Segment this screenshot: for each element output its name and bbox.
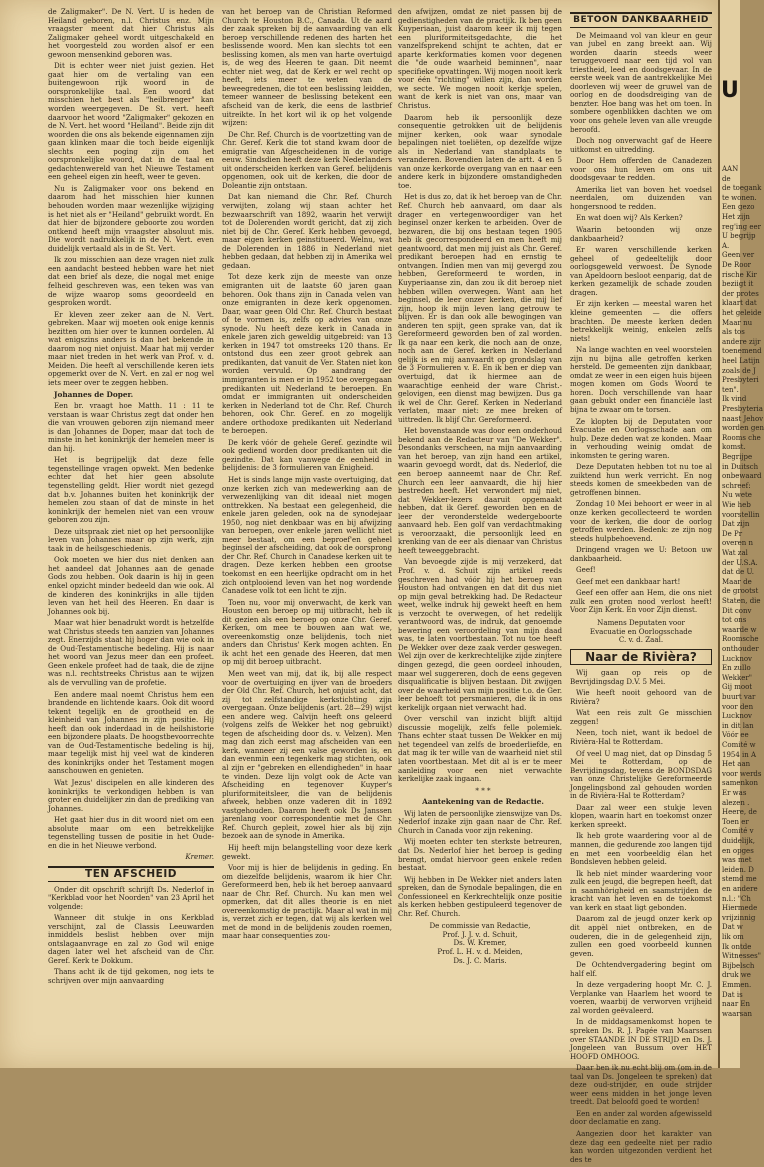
next-page-fragment: Rooms che xyxy=(722,433,761,442)
next-page-fragment: Presbyteria xyxy=(722,405,763,413)
adjacent-page-edge xyxy=(718,0,764,1068)
next-page-fragment: Comité w xyxy=(722,741,756,749)
paragraph: Ik zou misschien aan deze vragen niet zulk een aandacht besteed hebben ware het niet dat een brief als deze, die nogal met enige felheid geschreven was, een teken was van de wijze waarop soms geoordeeld en gesproken wordt. xyxy=(48,255,214,308)
next-page-fragment: en opges xyxy=(722,846,754,855)
paragraph: Wij gaan op reis op de Bevrijdingsdag D.V. 5 Mei. xyxy=(570,668,712,686)
redactie-signature xyxy=(398,922,562,965)
paragraph: Er zijn kerken — meestal waren het kleine gemeenten — die offers brachten. De meeste kerken deden betrekkelijk weinig, enkelen zelfs niets! xyxy=(570,299,712,343)
subheading-redactie: Aantekening van de Redactie. xyxy=(422,797,544,807)
next-page-fragment: Toen er xyxy=(722,817,749,826)
next-page-fragment: Dat w xyxy=(722,923,743,932)
paragraph: Wij hebben in De Wekker niet anders laten spreken, dan de Synodale bepalingen, die en Confessioneel en Kerkrechtelijk onze positie als kerken hebben gestipuleerd tegenover de Chr. Ref. Church. xyxy=(398,874,562,918)
next-page-fragment: Het zijn xyxy=(722,213,750,221)
paragraph: Het bovenstaande was door een onderhoud bekend aan de Redacteur van "De Wekker". Desondanks verscheen, na mijn aanvaarding van het beroep, van zijn hand een artikel, waarin gevoegd wordt, dat ds. Nederlof, die een beroep aanneemt naar de Chr. Ref. Church een leer aanvaardt, die hij hier bestreden heeft. Het verwondert mij niet, dat Wekker-lezers daaruit opgemaakt hebben, dat ik Geref. geworden ben en de leer der verondersteldе wedergeboorte aanvaard heb. Een golf van verdachtmaking is veroorzaakt, die persoonlijk leed en krenking van de eer als dienaar van Christus heeft teweeggebracht. xyxy=(398,426,562,555)
paragraph: Of veel U mag niet, dat op Dinsdag 5 Mei te Rotterdam, op de Bevrijdingsdag, tevens de BONDSDAG van onze Christelijke Gereformeerde Jongelingsbond zal gehouden worden in de Rivièra-Hal te Rotterdam? xyxy=(570,748,712,801)
paragraph: De Ochtendvergadering begint om half elf. xyxy=(570,960,712,978)
paragraph: Het gaat hier dus in dit woord niet om een absolute maar om een betrekkelijke tegenstelling tussen de positie in het Oude- en die in het Nieuwe verbond. xyxy=(48,815,214,850)
paragraph: Aangezien door het karakter van deze dag een gedeelte niet per radio kan worden uitgezonden verdient het des te xyxy=(570,1128,712,1164)
next-page-fragment: Het aan xyxy=(722,760,751,769)
next-page-fragment: Wat zal xyxy=(722,549,748,557)
next-page-fragment: waarsan xyxy=(722,1009,752,1018)
next-page-fragment: klaart dat xyxy=(722,299,757,308)
paragraph: Dat kan niemand die Chr. Ref. Church verwijten, zolang wij staan achter het bezwaarschrift van 1892, waarin het verwijt tot de Dolerenden wordt gericht, dat zij zich niet bij de Chr. Geref. Kerk hebben gevoegd, maar eigen kerken geinstitueerd. Welnu, wat de Dolerenden in 1886 in Nederland niet hebben gedaan, dat hebben zij in Amerika wel gedaan. xyxy=(222,192,392,270)
next-page-fragment: der protes xyxy=(722,289,759,298)
paragraph: Nu is Zaligmaker voor ons bekend en daarom had het misschien hier kunnen behouden worden maar wezenlijke wijziging is het niet als er "Heiland" gebruikt wordt. En dat hier de bijzondere geboorte zou worden ontkend heeft mijn vraagster absoluut mis. Die wordt nadrukkelijk in de N. Vert. even duidelijk vertaald als in de St. Vert. xyxy=(48,183,214,253)
next-page-fragment: Een gezo xyxy=(722,203,755,212)
next-page-fragment: Lucknov xyxy=(722,654,752,663)
next-page-fragment: Gij moot xyxy=(722,683,753,692)
next-page-fragment: Geen ver xyxy=(722,251,755,260)
next-page-fragment: als tos xyxy=(722,328,745,337)
next-page-fragment: stemd me xyxy=(722,875,757,884)
paragraph: Doch nog onverwacht gaf de Heere uitkomst en uitredding. xyxy=(570,136,712,154)
next-page-fragment: Ik ontde xyxy=(722,942,752,951)
paragraph: Er kleven zeer zeker aan de N. Vert. gebreken. Maar wij moeten ook enige kennis bezitten om hier over te kunnen oordelen. Al wat enigszins anders is dan het bekende in daarom nog niet onjuist. Maar hat mij verder maar niet treden in het werk van Prof. v. d. Meiden. Die heeft al verschillende keren iets opgemerkt over de N. Vert. en zal er nog wel iets meer over te zeggen hebben. xyxy=(48,309,214,387)
paragraph: De Chr. Ref. Church is de voortzetting van de Chr. Geref. Kerk die tot stand kwam door de emigratie van Afgescheidenen in de vorige eeuw. Sindsdien heeft deze kerk Nederlanders uit onderscheiden kerken van Geref. belijdenis opgenomen, ook uit de kerken, die door de Doleantie zijn ontstaan. xyxy=(222,129,392,190)
next-page-fragment: De Roor xyxy=(722,261,752,269)
paragraph: Deze uitspraak ziet niet op het persoonlijke leven van Johannes maar op zijn werk, zijn taak in de heilsgeschiedenis. xyxy=(48,526,214,553)
paragraph: Daar zal weer een stukje leven klopen, waarin hart en toekomst onzer kerken spreekt. xyxy=(570,802,712,829)
next-page-fragment: vrijzinnig xyxy=(722,913,756,922)
next-page-fragment: lik om xyxy=(722,933,744,941)
paragraph: Wie heeft nooit gehoord van de Rivièra? xyxy=(570,688,712,706)
next-page-fragment: toenemend xyxy=(722,347,762,356)
next-page-fragment: het geleide xyxy=(722,309,762,317)
next-page-fragment: druk we xyxy=(722,971,751,980)
paragraph: Waarin betoonden wij onze dankbaarheid? xyxy=(570,225,712,243)
paragraph: Maar wat hier benadrukt wordt is hetzelfde wat Christus steeds ten aanzien van Johannes zegt. Enerzijds staat hij hoger dan wie ook in de Oud-Testamentische bedeling. Hij is naar het woord van Jezus meer dan een profeet. Geen enkele profeet had de taak, die de zijne was n.l. rechtstreeks Christus aan te wijzen als de vervulling van de profetie. xyxy=(48,618,214,688)
next-page-fragment: Dat zijn xyxy=(722,520,750,529)
next-page-fragment: voorstellin xyxy=(722,510,760,519)
paragraph: Wij moeten echter ten sterkste betreuren, dat Ds. Nederlof hier het beroep is geding bremgt, omdat hiervoor geen enkele reden bestaat. xyxy=(398,837,562,873)
next-page-fragment: Er was xyxy=(722,789,747,797)
paragraph: van het beroep van de Christian Reformed Church te Houston B.C., Canada. Ut de aard der zaak spreken bij de aanvaarding van elk beroep verschillende redenen des harten het beslissende woord. Men kan slechts tot een beslissing komen, als men van harte overtuigd is, de weg des Heeren te gaan. Dit neemt echter niet weg, dat de Kerk er wel recht op heeft, iets meer te weten van de beweegredenen, die tot een beslissing leidden, temeer wanneer de beslissing betekent een afscheid van de kerk, die eens de lastbrief uitreikte. In het kort wil ik op het volgende wijzen: xyxy=(222,7,392,128)
paragraph: Onder dit opschrift schrijft Ds. Nederlof in "Kerkblad voor het Noorden" van 23 April het volgende: xyxy=(48,884,214,911)
paragraph: Er waren verschillende kerken geheel of gedeeltelijk door oorlogsgeweld verwoest. De Synode van Apeldoorn besloot eenparig, dat de kerken gezamelijk de schade zouden dragen. xyxy=(570,245,712,297)
next-page-fragment: komst. xyxy=(722,443,746,452)
next-page-fragment: duidelijk, xyxy=(722,837,755,845)
paragraph: En wat doen wij? Als Kerken? xyxy=(576,213,683,223)
subheading-johannes: Johannes de Doper. xyxy=(54,389,134,399)
next-page-fragment: Hiermede xyxy=(722,904,758,913)
paragraph: Ik heb niet minder waardering voor zulk een jeugd, die begrepen heeft, dat in saamhörigheid en saamstrijden de kracht van het leven en de toekomst van kerk en staat ligt gebonden. xyxy=(570,868,712,912)
next-page-fragment: Dit conv xyxy=(722,606,752,615)
next-page-fragment: zoals de J xyxy=(722,366,756,375)
next-page-fragment: Presbyteri xyxy=(722,376,759,385)
paragraph: Over verschil van inzicht blijft altijd discussie mogelijk, zelfs felle polemiek. Thans echter staat tussen De Wekker en mij het tegendeel van zelfs de broederliefde, en dat mag ik ter wille van de waarheid niet stil laten voortbestaan. Met dit al is er te meer aanleiding voor een niet verwachte kerkelijke zaak ingaan. xyxy=(398,714,562,784)
next-page-fragment: worden gen xyxy=(722,424,764,433)
next-page-fragment: 1954 in A xyxy=(722,750,757,759)
next-page-fragment: n.l.: "Ch xyxy=(722,894,751,903)
paragraph: Van bevoegde zijde is mij verzekerd, dat Prof. v. d. Schuit zijn artikel reeds geschreven had vóór hij het beroep van Houston had ontvangen en dat dit dus niet op mijn geval betrekking had. De Redacteur weet, welke indruk hij gewekt heeft en hem is verzocht te overwegen, of het redelijk verantwoord was, de indruk, dat genoemde bewering een veroordeling van mijn daad was, te laten voortbestaan. Tot nu toe heeft De Wekker over deze zaak verder geswegen. Wel zijn over de kerkrechtelijke zijde zinjtere dingen gezegd, die geen oordeel inhouden, maar wel suggereren, doch de eens gegeven disqualificatie is blijven bestaan. Dit zwijgen over de waarheid van mijn positie t.o. de Ger. leer behoeft tot persmanieren, die ik in ons kerkelijk orgaan niet verwacht had. xyxy=(398,557,562,712)
signature-kremer: Kremer. xyxy=(185,852,214,862)
next-page-fragment: was met xyxy=(722,856,752,865)
paragraph: Na lange wachten en veel woorstelen zijn nu bijna alle getroffen kerken hersteld. De gemeenten zijn dankbaar, omdat ze weer in een eigen huis bijeen mogen komen om Gods Woord te horen. Doch verschillende van haar gaan gebukt onder een financiële last bijna te zwaar om te torsen. xyxy=(570,345,712,414)
next-page-fragment: beziigt it xyxy=(722,280,754,289)
paragraph: Het is dus zo, dat ik het beroep van de Chr. Ref. Church heb aanvaard, om daar als drager en vertegenwoordiger van het beginsel onzer kerken te arbeiden. Over de bezwaren, die bij ons bestaan tegen 1905 heb ik gecorrespondeerd en men heeft mij geantwoord, dat men mij juist als Chr. Geref. predikant beroepen had en ernstig te ontvangen. Indien men van mij gevergd zou hebben, Gereformeerd te worden, in Kuyperiaanse zin, dan zou ik dit beroep niet hebben willen overwegen. Want aan het beginsel, de leer onzer kerken, die mij lief zijn, hoop ik mijn leven lang getrouw te blijven. Er is dan ook alle bewogingen van anderen ten spijt, geen sprake van, dat ik Gereformeerd geworden ben of zal worden. Ik ga naar een kerk, die noch aan de onze, noch aan de Geref. kerken in Nederland gelijk is en mij aanvaardt op grondslag van de 3 Formulieren v. E. En ik ben er diep van overtuigd, dat ik hiermee aan de waarachtige eenheid der ware Christ.-gelovigen, een dienst mag bewijzen. Dus ga ik wel de Chr. Geref. Kerken in Nederland verlaten, maar niet: ze mee breken of uittreden. Ik blijf Chr. Gereformeerd. xyxy=(398,192,562,424)
next-page-fragment: Maar nu xyxy=(722,318,753,327)
next-page-fragment: rische Kir xyxy=(722,270,757,279)
paragraph: Wanneer dit stukje in ons Kerkblad verschijnt, zal de Classis Leeuwarden inmiddels beslist hebben over mijn ontslagaanvrage en zal zo God wil enige dagen later wel het afscheid van de Chr. Geref. Kerk te Dokkum. xyxy=(48,913,214,965)
column-3 xyxy=(398,8,562,969)
paragraph: Hij heeft mijn belangstelling voor deze kerk gewekt. xyxy=(222,842,392,861)
signature-name: C. v. d. Zaal. xyxy=(618,635,664,645)
next-page-fragment: de grootst xyxy=(722,587,759,596)
paragraph: De kerk vóór de gehele Geref. gezindte wil ook gediend worden door predikanten uit die gezindte. Dat kan vanwege de eenheid in belijdenis: de 3 formulieren van Enigheid. xyxy=(222,437,392,473)
next-page-fragment: schreef: xyxy=(722,481,751,490)
next-page-fragment: overen n xyxy=(722,539,754,548)
paragraph: In de middagsamenkomst hopen te spreken Ds. R. J. Pagée van Maarssen over STAANDE IN DE STRIJD en Ds. J. Jongeleen van Bussum over HET HOOFD OMHOOG. xyxy=(570,1017,712,1061)
paragraph: Geef een offer aan Hem, die ons niet zulk een groten nood verlost heeft! Voor Zijn Kerk. En voor Zijn dienst. xyxy=(570,588,712,615)
paragraph: In deze vergadering hoopt Mr. C. J. Verplanke van Haarlem het woord te voeren, waarbij de verworven vrijheid zal worden geëvaleerd. xyxy=(570,980,712,1015)
paragraph: Een andere maal noemt Christus hem een brandende en lichtende kaars. Ook dit woord tekent tegelijk en de grootheid en de kleinheid van Johannes in zijn positie. Hij heeft dan ook inderdaad in de heilshistorie een bijzondere plaats. De hoogstbevoorrechte van de Oud-Testamentische bedeling is hij, maar tegelijk mist hij veel wat de kinderen des koninkrijks onder het Testament mogen aanschouwen en genieten. xyxy=(48,689,214,776)
next-page-fragment: alezen . xyxy=(722,798,750,807)
paragraph: Ook moeten we hier dus niet denken aan het aandeel dat Johannes aan de genade Gods zou hebben. Ook daarin is hij in geen enkel opzicht minder bedeeld dan wie ook. Al de kinderen des koninkrijks in alle tijden leven van het heil des Heeren. En daar is Johannes ook bij. xyxy=(48,555,214,616)
next-page-fragment: Dat is xyxy=(722,990,743,999)
paragraph: Het is sinds lange mijn vaste overtuiging, dat onze kerken zich van medewerking aan de verwezenlijking van dit ideaal niet mogen onttrekken. Na bestaat een gelegenheid, die enkele jaren geleden, ook na de synodejaar 1950, nog niet denkbaar was en bij afwijzing van beroepen, over enkele jaren wellicht niet meer bestaat, om een beproef'en geheel beginsel der afscheiding, dat ook de oorsprong der Chr. Ref. Church in Canadese kerken uit te dragen. Deze kerken hebben een grootse toekomst en een heerlijke opdracht om in het zich ontplooiend leven van het nog wordende Canadese volk tot een licht te zijn. xyxy=(222,474,392,596)
next-page-fragment: leiden. D xyxy=(722,865,754,874)
next-page-fragment: En zullo xyxy=(722,664,751,673)
next-page-fragment: reg'ing eer xyxy=(722,222,761,231)
asterisks-divider: * * * xyxy=(475,785,491,795)
paragraph: Daar ben ik nu echt blij om (om in de taal van Ds. Jongeleen te spreken) dat deze oud-strijder, en oude strijder weer eens midden in het jonge leven treedt. Dat beloofd goed te worden! xyxy=(570,1063,712,1107)
signature-name: Prof. L. H. v. d. Meiden, xyxy=(437,946,523,956)
next-page-fragment: naar En xyxy=(722,1000,751,1009)
paragraph: Het is begrijpelijk dat deze felle tegenstellinge vragen opwekt. Men bedenke echter dat het hier geen absolute tegenstelling geldt. Hier wordt niet gezegd dat b.v. Johannes buiten het koninkrijk der hemelen zou staan of dat de minste in het koninkrijk der hemelen niet van een vrouw geboren zou zijn. xyxy=(48,455,214,525)
signature-name: Evacuatie en Oorlogsschade xyxy=(589,626,693,636)
next-page-fragment: onbewaard xyxy=(722,472,762,481)
next-page-fragment: onthouder xyxy=(722,645,759,653)
next-page-fragment: Begrijpe xyxy=(722,453,753,461)
next-page-fragment: Emmen. xyxy=(722,981,752,989)
paragraph: Geef! xyxy=(576,565,596,575)
paragraph: Amerika liet van boven het voedsel neerdalen, om duizenden van hongersnood te redden. xyxy=(570,184,712,211)
next-page-fragment: buurt var xyxy=(722,693,756,701)
paragraph: Wij laten de persoonlijke zienswijze van Ds. Nederlof inzake zijn gaan naar de Chr. Ref. Church in Canada voor zijn rekening. xyxy=(398,808,562,835)
signature-name: Ds. W. Kremer, xyxy=(453,938,507,948)
next-page-fragment: in Duitsch xyxy=(722,462,759,471)
paragraph: Ze klopten bij de Deputaten voor Evacuatie en Oorlogsschade aan om hulp. Deze deden wat ze konden. Maar in verhouding weinig omdat de inkomsten te gering waren. xyxy=(570,416,712,460)
paragraph: Voor mij is hier de belijdenis in geding. En om diezelfde belijdenis, waarom ik hier Chr. Gereformeerd ben, heb ik het beroep aanvaard naar de Chr. Ref. Church. Nu kan men wel opmerken, dat dit alles theorie is en niet overeenkomstig de practijk. Maar al wat in mij is, verzet zich er tegen, dat wij als kerken wel met de mond in de belijdenis zouden roemen, maar haar consequenties zou- xyxy=(222,863,392,941)
next-page-fragment: A. xyxy=(722,241,730,250)
paragraph: Men weet van mij, dat ik, bij alle respect voor de overtuiging en ijver van de broeders der Old Chr. Ref. Church, het onjuist acht, dat zij tot zelfstandige kerkstichting zijn overgegaan. Onze belijdenis (art. 28—29) wijst een andere weg. Calvijn heeft ons geleerd (volgens zelfs de Wekker het nog gebruikt) tegen de afscheiding door ds. v. Velzen). Men mag dan zich eerst mag afscheiden van een kerk, wanneer zij een valse geworden is, en dan evenmin een tegenkerk mag stichten, ook al zijn er "gebreken en ellendigheden" in haar te vinden. Deze lijn volgt ook de Acte van Afscheiding en tegenover Kuyper's pluriformiteitsleer, die van de belijdenis afweek, hebben onze vaderen dit in 1892 vastgehouden. Daarom heeft ook Ds Janssen jarenlang voor correspondentie met de Chr. Ref. Church gepleit, zowel hier als bij zijn bezoek aan de synode in Amerika. xyxy=(222,669,392,841)
column-2 xyxy=(222,8,392,944)
paragraph: Wat een reis zult Ge misschien zeggen! xyxy=(570,708,712,726)
signature-name: Namens Deputaten voor xyxy=(597,618,685,627)
heading-ten-afscheid: TEN AFSCHEID xyxy=(48,866,214,882)
paragraph: Tot deze kerk zijn de meeste van onze emigranten uit de laatste 60 jaren gaan behoren. Ook thans zijn in Canada velen van onze emigranten in deze kerk opgenomen. Daar, waar geen Old Chr. Ref. Church bestaat of te vormen is, zelfs op advies van onze synode. Nu heeft deze kerk in Canada in enkele jaren zich geweldig uitgebreid: van 13 kerken in 1947 tot omstreeks 120 thans. Er ontstond dus een zeer groot gebrek aan predikanten, dat vanuit de Ver. Staten niet kon worden vervuld. Op aandrang der immigranten is men er in 1952 toe overgegaan predikanten uit Nederland te beroepen. En omdat er immigranten uit onderscheiden kerken in Nederland tot de Chr. Ref. Church behoren, ook Chr. Geref. en zo mogelijk andere orthodoxe predikanten uit Nederland te beroepen. xyxy=(222,272,392,436)
next-page-fragment: Lucknov xyxy=(722,712,752,721)
next-page-fragment: samenkon xyxy=(722,779,759,788)
next-page-fragment: Witnesses" xyxy=(722,952,761,961)
next-page-fragment: Nu wete xyxy=(722,491,752,500)
heading-naar-de-riviera: Naar de Rivièra? xyxy=(570,649,712,666)
next-page-fragment: de toegank xyxy=(722,184,762,193)
next-page-title-letter: U xyxy=(721,78,739,103)
next-page-fragment: naast Jehov xyxy=(722,414,764,423)
signature-intro: De commissie van Redactie, xyxy=(429,921,531,931)
next-page-fragment: Maar de xyxy=(722,577,752,586)
next-page-fragment: Vóór ee xyxy=(722,731,749,740)
paragraph: Een en ander zal worden afgewisseld door declamatie en zang. xyxy=(570,1108,712,1127)
paragraph: Neen, toch niet, want ik bedoel de Rivièra-Hal te Rotterdam. xyxy=(570,728,712,747)
paragraph: Daarom zal de jeugd onzer kerk op dit appèl niet ontbreken, en de ouderen, die in de gelegenheid zijn, zullen een goed voorbeeld kunnen geven. xyxy=(570,914,712,958)
next-page-fragment: U begrijp xyxy=(722,232,756,241)
paragraph: Deze Deputaten hebben tot nu toe al zuiktend hun werk verricht. En nog steeds komen de smeekbeden van de getroffenen binnen. xyxy=(570,462,712,497)
next-page-fragment: AAN xyxy=(722,165,739,173)
next-page-fragment: Heere, de xyxy=(722,808,757,817)
paragraph: Een br. vraagt hoe Matth. 11 : 11 te verstaan is waar Christus zegt dat onder hen die van vrouwen geboren zijn niemand meer is dan Johannes de Doper, maar dat toch de minste in het koninkrijk der hemelen meer is dan hij. xyxy=(48,401,214,453)
next-page-fragment: ten". xyxy=(722,385,739,394)
paragraph: Wat Jezus' discipelen en alle kinderen des koninkrijks te verkondigen hebben is van groter en duidelijker zin dan de prediking van Johannes. xyxy=(48,778,215,813)
next-page-fragment: Bijbelsch xyxy=(722,961,755,970)
heading-betoon-dankbaarheid: BETOON DANKBAARHEID xyxy=(570,12,712,28)
next-page-fragment: der U.S.A. xyxy=(722,558,758,567)
paragraph: Door Hem offerden de Canadezen voor ons hun leven om ons uit doodsgevaar te redden. xyxy=(570,156,712,183)
paragraph: den afwijzen, omdat ze niet passen bij de gedienstigheden van de practijk. Ik ben geen Kuyperiaan, juist daarom keer ik mij tegen een pluriformiteitsgedachte, die het vanzelfsprekend schijnt te achten, dat er aparte kerkformaties komen voor degenen die "de oude waarheid beminnen", naar specifieke opvattingen. Wij mogen nooit kerk voor één "richting" willen zijn, dan worden we secte. We mogen nooit kerkje spelen, want de kerk is niet van ons, maar van Christus. xyxy=(398,7,562,111)
next-page-fragment: en andere xyxy=(722,885,758,893)
paragraph: de Zaligmaker". De N. Vert. U is heden de Heiland geboren, n.l. Christus enz. Mijn vraagster meent dat hier Christus als Zaligmaker geheel wordt uitgeschakeld en het voorgesteld zou worden alsof er een gewoon mensenkind geboren was. xyxy=(48,7,214,59)
paragraph: Dringend vragen we U: Betoon uw dankbaarheid. xyxy=(570,545,712,563)
next-page-fragment: Ik vind xyxy=(722,395,747,404)
next-page-fragment: voor werds xyxy=(722,769,762,778)
next-page-fragment: Wie heb xyxy=(722,501,751,509)
signature-name: Prof. J. J. v. d. Schuit, xyxy=(442,929,518,939)
next-page-fragment: andere zijr xyxy=(722,337,761,346)
paragraph: Toen nu, voor mij onverwacht, de kerk van Houston een beroep op mij uitbracht, heb ik dit gezien als een beroep op onze Chr. Geref. Kerken, om mee te bouwen aan wat we, overeenkomstig onze belijdenis, toch niet anders dan Christus' Kerk mogen achten. En ik acht het een genade des Heeren, dat men op mij dit beroep uitbracht. xyxy=(222,597,392,667)
paragraph: Dit is echter weer niet juist gezien. Het gaat hier om de vertaling van een buitengewoon rijk woord in de oorspronkelijke taal. Een woord dat misschien het best als "heilbrenger" kan worden weergegeven. De St. vert. heeft daarvoor het woord "Zaligmaker" gekozen en de N. Vert. het woord "Heiland". Beide zijn dit woorden die ons als bekende eigennamen zijn gaan klinken maar die toch beide eigenlijk slechts een poging zijn om het oorspronkelijke woord, dat in de taal en gedachtenwereld van het Nieuwe Testament een geheel eigen zin heeft, weer te geven. xyxy=(48,61,215,182)
column-1 xyxy=(48,8,214,989)
paragraph: Zondag 10 Mei behoort er weer in al onze kerken gecollecteerd te worden voor de kerken, die door de oorlog getroffen werden. Bedenk: ze zijn nog steeds hulpbehoevend. xyxy=(570,499,712,543)
paragraph: De Meimaand vol van kleur en geur van jubel en zang breekt aan. Wij worden daarin steeds weer teruggevoerd naar een tijd vol van triestheid, leed en doodsgevaar. In de eerste week van de aantrekkelijke Mei doorleven wij weer de gruwel van de oorlog en de doodsdreiging van de benzter. Hoe bang was het om toen. In sombere ogenblikken dachten we om voor ons gehele leven van alle vreugde beroofd. xyxy=(570,30,712,134)
next-page-fragment: in dit lan xyxy=(722,721,754,730)
next-page-fragment: Wekker" xyxy=(722,673,752,682)
paragraph: Daarom heb ik persoonlijk deze consequentie getrokken uit de belijdenis mijner kerken, ook waar synodale bepalingen niet toeliëten, op dezelfde wijze als in Nederland van standplaats te veranderen. Bovendien laten de artt. 4 en 5 van onze kerkorde overgang van en naar een andere kerk in bijzondere omstandigheden toe. xyxy=(398,112,562,190)
signature-name: Ds. J. C. Maris. xyxy=(453,955,507,965)
next-page-fragment: Roomsche xyxy=(722,635,759,644)
paragraph: Thans acht ik de tijd gekomen, nog iets te schrijven over mijn aanvaarding xyxy=(48,967,214,985)
paragraph: Geef met een dankbaar hart! xyxy=(576,576,681,586)
next-page-fragment: dat de U. xyxy=(722,568,755,577)
next-page-fragment: voor den xyxy=(722,702,754,711)
next-page-fragment: De Pr xyxy=(722,529,743,538)
next-page-fragment: Staten, die xyxy=(722,597,761,605)
column-4 xyxy=(570,8,712,1167)
next-page-fragment: te wonen. xyxy=(722,193,757,202)
deputaten-signature xyxy=(570,619,712,645)
next-page-fragment: Comité v xyxy=(722,827,754,836)
next-page-fragment: heel Latijn xyxy=(722,357,760,365)
next-page-fragment: de xyxy=(722,174,731,183)
next-page-fragment: waarde w xyxy=(722,625,757,634)
next-page-fragment: tot ons xyxy=(722,616,747,625)
paragraph: Ik heb grote waardering voor al de mannen, die gedurende zoo langen tijd en met een voorbeeldig élan het Bondsleven hebben geleid. xyxy=(570,831,712,867)
